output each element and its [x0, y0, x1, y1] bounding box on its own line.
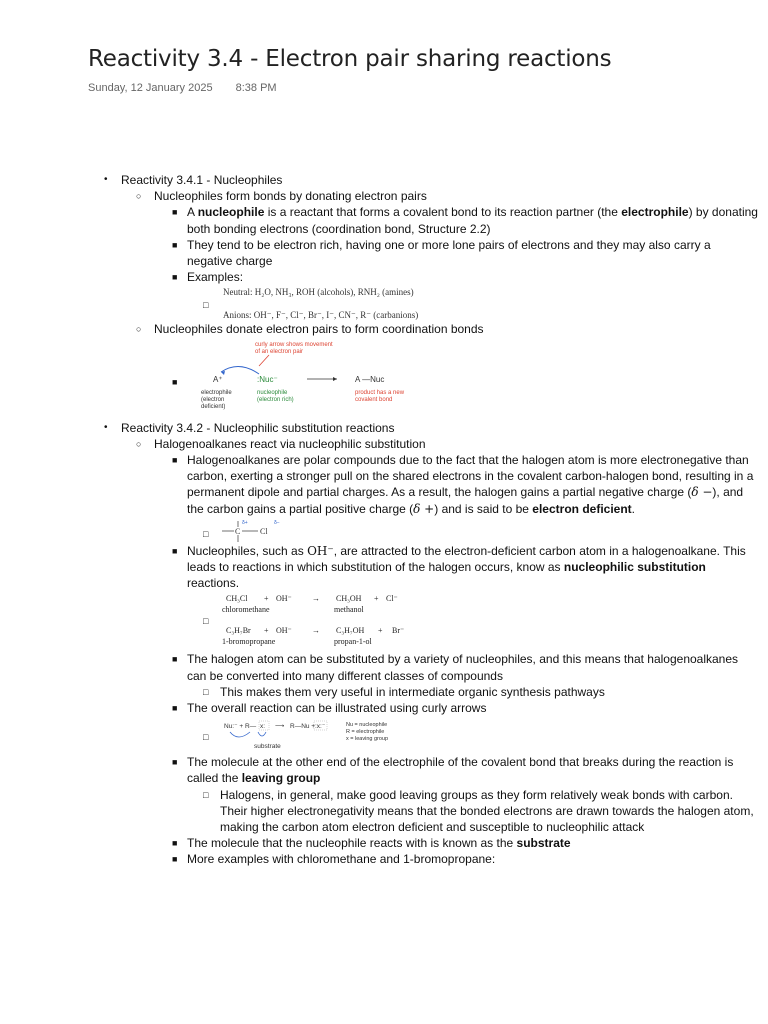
a-plus-label: A⁺	[213, 374, 223, 384]
polarity-text: Halogenoalkanes are polar compounds due to the fact that the halogen atom is more electronegative than carbon, exerting a stronger pull on the shared electrons in the covalent carbon-halogen bond, resulting in a permanent dipole and partial charges. As a result, the halogen gains a partial negative charge (δ −), and the carbon gains a partial positive charge (δ +) and is said to be electron deficient.	[187, 453, 754, 516]
note-content	[88, 172, 758, 868]
page-time: 8:38 PM	[235, 82, 277, 94]
arrow-caption-line2: of an electron pair	[255, 348, 304, 355]
eq1-name-reactant: chloromethane	[222, 605, 270, 615]
bullet-circle: ○	[136, 438, 142, 449]
arrow-caption-line1: curly arrow shows movement	[255, 341, 333, 348]
bullet-disc: •	[104, 174, 108, 185]
delta-minus-label: δ−	[274, 519, 280, 526]
bullet-circle: ○	[136, 324, 142, 335]
synthesis-text: This makes them very useful in intermediate organic synthesis pathways	[220, 684, 605, 699]
list-item	[88, 517, 758, 543]
list-item	[88, 716, 758, 754]
nucleophile-caption-1: nucleophile	[257, 389, 288, 396]
eq1-chloride: Cl⁻	[386, 594, 398, 604]
curly-arrows-text: The overall reaction can be illustrated using curly arrows	[187, 701, 487, 716]
subheading-halogenoalkanes: Halogenoalkanes react via nucleophilic substitution	[154, 436, 426, 451]
bullet-hollow-square: □	[203, 300, 209, 311]
eq2-bromide: Br⁻	[392, 626, 405, 636]
more-examples-text: More examples with chloromethane and 1-bromopropane:	[187, 852, 496, 867]
bullet-square: ■	[172, 207, 178, 218]
bullet-square: ■	[172, 376, 178, 387]
list-item	[88, 172, 758, 188]
list-item	[88, 543, 758, 592]
bullet-hollow-square: □	[203, 616, 209, 627]
bullet-circle: ○	[136, 191, 142, 202]
eq1-product: CH₃OH	[336, 594, 362, 604]
list-item	[88, 754, 758, 786]
bullet-square: ■	[172, 703, 178, 714]
eq2-plus: +	[264, 626, 269, 636]
page-date: Sunday, 12 January 2025	[88, 82, 213, 94]
anion-nucleophiles: Anions: OH⁻, F⁻, Cl⁻, Br⁻, I⁻, CN⁻, R⁻ (carbanions)	[223, 309, 419, 320]
curly-arrow-icon	[221, 366, 259, 374]
eq2-reactant: C₃H₇Br	[226, 626, 251, 636]
bullet-square: ■	[172, 239, 178, 250]
section-heading-nucleophiles: Reactivity 3.4.1 - Nucleophiles	[121, 173, 283, 187]
bullet-hollow-square: □	[203, 528, 209, 539]
delta-plus-label: δ+	[242, 519, 248, 526]
curly-arrow-mechanism-figure	[220, 716, 420, 754]
variety-text: The halogen atom can be substituted by a variety of nucleophiles, and this means that halogenoalkanes can be converted into many different classes of compounds	[187, 652, 739, 683]
eq1-name-product: methanol	[334, 605, 364, 615]
neutral-nucleophiles: Neutral: H₂O, NH₃, ROH (alcohols), RNH₂ (amines)	[223, 286, 414, 297]
electron-rich-text: They tend to be electron rich, having one or more lone pairs of electrons and they may also carry a negative charge	[187, 237, 711, 269]
eq2-hydroxide: OH⁻	[276, 626, 292, 636]
list-item	[88, 420, 758, 436]
nucleophile-caption-2: (electron rich)	[257, 396, 294, 403]
examples-figure	[223, 284, 418, 323]
carbon-label: C	[235, 526, 241, 536]
eq2-plus2: +	[378, 626, 383, 636]
leaving-group-text: The molecule at the other end of the electrophile of the covalent bond that breaks during the reaction is called the leaving group	[187, 755, 734, 786]
section-heading-substitution: Reactivity 3.4.2 - Nucleophilic substitution reactions	[121, 420, 395, 435]
list-item	[88, 321, 758, 337]
bullet-square: ■	[172, 654, 178, 665]
list-item	[88, 835, 758, 851]
nucleophiles-attracted-text: Nucleophiles, such as OH⁻, are attracted to the electron-deficient carbon atom in a halogenoalkane. This leads to reactions in which substitution of the halogen occurs, know as nucleophilic substitution reactions.	[187, 543, 746, 591]
substitution-equations-figure	[220, 591, 420, 651]
mech-substrate-label: substrate	[254, 743, 281, 751]
page-title: Reactivity 3.4 - Electron pair sharing reactions	[88, 46, 612, 72]
product-caption-2: covalent bond	[355, 396, 393, 403]
list-item	[88, 452, 758, 517]
list-item	[88, 651, 758, 683]
list-item	[88, 338, 758, 420]
bullet-square: ■	[172, 838, 178, 849]
substrate-text: The molecule that the nucleophile reacts with is known as the substrate	[187, 836, 571, 851]
product-caption-1: product has a new	[355, 389, 405, 396]
caption-pointer	[259, 355, 269, 366]
bullet-hollow-square: □	[203, 732, 209, 743]
bullet-square: ■	[172, 757, 178, 768]
eq2-name-product: propan-1-ol	[334, 637, 372, 647]
electrophile-caption-2: (electron	[201, 396, 225, 403]
legend-x: x = leaving group	[346, 736, 389, 743]
bullet-hollow-square: □	[203, 789, 209, 800]
halogens-leaving-text: Halogens, in general, make good leaving groups as they form relatively weak bonds with carbon. Their higher electronegativity means that the bonded electrons are drawn towards the halogen atom, making the carbon atom electron deficient and susceptible to nucleophilic attack	[220, 787, 754, 835]
chlorine-label: Cl	[260, 526, 268, 536]
bullet-disc: •	[104, 421, 108, 433]
list-item	[88, 269, 758, 285]
list-item	[88, 684, 758, 700]
curly-arrow-icon	[230, 732, 250, 737]
eq2-arrow: →	[312, 626, 320, 636]
subheading-nucleophiles-form-bonds: Nucleophiles form bonds by donating electron pairs	[154, 189, 427, 204]
nucleophile-definition: A nucleophile is a reactant that forms a covalent bond to its reaction partner (the electrophile) by donating both bonding electrons (coordination bond, Structure 2.2)	[187, 205, 758, 236]
dipole-figure	[220, 517, 290, 543]
list-item	[88, 204, 758, 236]
bullet-square: ■	[172, 272, 178, 283]
nucleophile-label: :Nuc⁻	[257, 374, 278, 384]
eq1-hydroxide: OH⁻	[276, 594, 292, 604]
eq2-name-reactant: 1-bromopropane	[222, 637, 276, 647]
bullet-square: ■	[172, 545, 178, 556]
electrophile-caption-1: electrophile	[201, 389, 232, 396]
mech-product: R—Nu +	[290, 723, 316, 731]
eq1-reactant: CH₃Cl	[226, 594, 248, 604]
mech-arrow: ⟶	[275, 723, 285, 731]
list-item	[88, 237, 758, 269]
list-item	[88, 851, 758, 867]
electrophile-caption-3: deficient)	[201, 403, 226, 410]
examples-label: Examples:	[187, 270, 244, 285]
list-item	[88, 591, 758, 651]
mech-nucleophile: Nu:⁻ + R—	[224, 723, 257, 731]
eq1-plus2: +	[374, 594, 379, 604]
eq2-product: C₃H₇OH	[336, 626, 365, 636]
eq1-plus: +	[264, 594, 269, 604]
subheading-coordination-bonds: Nucleophiles donate electron pairs to form coordination bonds	[154, 322, 484, 337]
product-label: A —Nuc	[355, 374, 385, 384]
list-item	[88, 700, 758, 716]
legend-r: R = electrophile	[346, 729, 385, 736]
list-item	[88, 285, 758, 321]
coordination-bond-figure	[187, 338, 427, 420]
legend-nu: Nu = nucleophile	[346, 722, 388, 729]
list-item	[88, 787, 758, 836]
list-item	[88, 436, 758, 452]
bullet-square: ■	[172, 854, 178, 865]
reaction-arrowhead-icon	[333, 377, 337, 381]
list-item	[88, 188, 758, 204]
bullet-square: ■	[172, 455, 178, 466]
page-timestamp	[88, 82, 277, 94]
mech-leaving-group: x:	[260, 723, 266, 731]
bullet-hollow-square: □	[203, 686, 209, 697]
eq1-arrow: →	[312, 594, 320, 604]
mech-leaving-ion: :x:⁻	[315, 723, 326, 731]
curly-arrow-icon-2	[258, 732, 266, 736]
